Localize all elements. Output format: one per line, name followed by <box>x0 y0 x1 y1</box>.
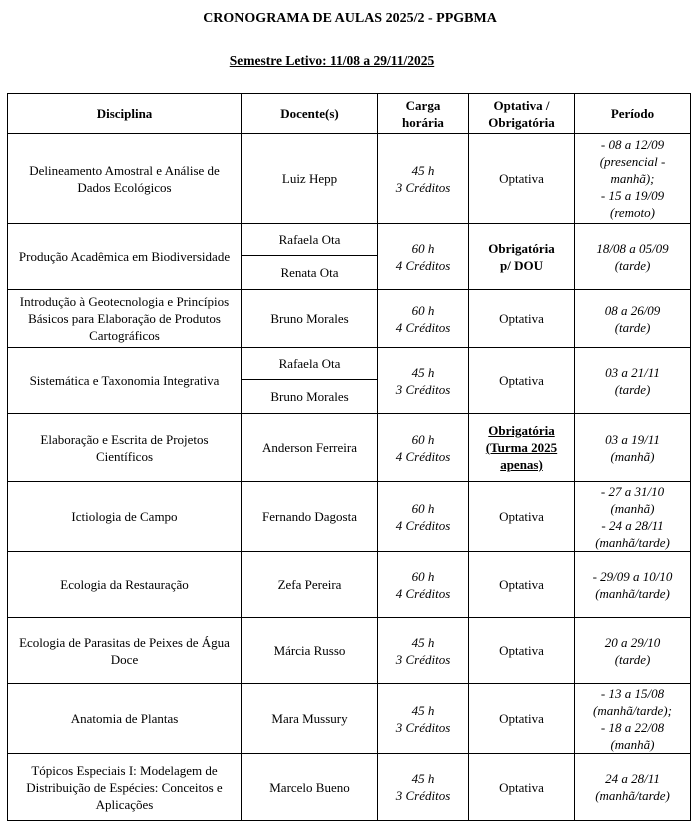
cell-line: - 18 a 22/08 <box>600 719 665 735</box>
cell-line: Optativa <box>499 171 544 186</box>
table-row <box>8 134 691 224</box>
cell-line: 45 h <box>411 771 435 786</box>
cell-line: 60 h <box>411 431 435 447</box>
cell-line: (Turma 2025 <box>485 440 558 455</box>
cell-line: 3 Créditos <box>395 788 451 803</box>
cell-line: (remoto) <box>609 205 655 220</box>
cell-line: Optativa <box>499 577 544 592</box>
document-title: CRONOGRAMA DE AULAS 2025/2 - PPGBMA <box>203 11 497 26</box>
table-row <box>8 754 691 821</box>
periodo-cell <box>575 482 691 552</box>
tipo-cell <box>469 754 575 821</box>
periodo-cell <box>575 348 691 414</box>
tipo-cell <box>469 224 575 290</box>
cell-line: (manhã) <box>610 500 655 516</box>
periodo-cell <box>575 414 691 482</box>
cell-line: 4 Créditos <box>395 319 451 335</box>
cell-line: (tarde) <box>614 381 651 397</box>
docente-cell: Rafaela Ota <box>242 224 378 256</box>
carga-cell <box>378 414 469 482</box>
carga-cell <box>378 482 469 552</box>
cell-line: Optativa <box>499 509 544 524</box>
header-tipo: Optativa / Obrigatória <box>469 94 575 134</box>
schedule-table <box>7 93 691 821</box>
disciplina-cell: Introdução à Geotecnologia e Princípios Básicos para Elaboração de Produtos Cartográficos <box>8 290 242 348</box>
carga-cell <box>378 348 469 414</box>
cell-line: (tarde) <box>614 257 651 273</box>
periodo-cell <box>575 290 691 348</box>
cell-line: 03 a 19/11 <box>605 431 660 447</box>
tipo-cell <box>469 618 575 684</box>
disciplina-cell: Ecologia da Restauração <box>8 552 242 618</box>
tipo-cell <box>469 684 575 754</box>
cell-line: (manhã/tarde) <box>595 534 670 550</box>
cell-line: 60 h <box>411 302 435 318</box>
table-header-row <box>8 94 691 134</box>
cell-line: (manhã) <box>610 448 655 464</box>
header-carga-horaria: Carga horária <box>378 94 469 134</box>
docente-cell: Bruno Morales <box>242 290 378 348</box>
cell-line: 60 h <box>411 500 435 516</box>
cell-line: 3 Créditos <box>395 651 451 667</box>
cell-line: - 13 a 15/08 <box>600 685 665 701</box>
cell-line: (manhã/tarde) <box>595 788 670 803</box>
cell-line: - 15 a 19/09 <box>600 188 665 203</box>
cell-line: 45 h <box>411 702 435 718</box>
header-periodo: Período <box>575 94 691 134</box>
cell-line: 3 Créditos <box>395 179 451 195</box>
cell-line: 3 Créditos <box>395 719 451 735</box>
cell-line: manhã); <box>610 171 655 186</box>
disciplina-cell: Delineamento Amostral e Análise de Dados Ecológicos <box>8 134 242 224</box>
header-docentes: Docente(s) <box>242 94 378 134</box>
periodo-cell <box>575 618 691 684</box>
tipo-cell <box>469 134 575 224</box>
disciplina-cell: Ecologia de Parasitas de Peixes de Água Doce <box>8 618 242 684</box>
table-row <box>8 290 691 348</box>
docente-cell: Márcia Russo <box>242 618 378 684</box>
disciplina-cell: Anatomia de Plantas <box>8 684 242 754</box>
periodo-cell <box>575 224 691 290</box>
table-row <box>8 224 691 256</box>
header-disciplina: Disciplina <box>8 94 242 134</box>
docente-cell: Fernando Dagosta <box>242 482 378 552</box>
cell-line: Optativa <box>499 311 544 326</box>
docente-cell: Marcelo Bueno <box>242 754 378 821</box>
disciplina-cell: Ictiologia de Campo <box>8 482 242 552</box>
periodo-cell <box>575 754 691 821</box>
cell-line: Optativa <box>499 643 544 658</box>
disciplina-cell: Produção Acadêmica em Biodiversidade <box>8 224 242 290</box>
cell-line: 60 h <box>411 240 435 256</box>
cell-line: 18/08 a 05/09 <box>596 240 669 256</box>
cell-line: 4 Créditos <box>395 585 451 601</box>
docente-cell: Renata Ota <box>242 256 378 290</box>
cell-line: Optativa <box>499 711 544 726</box>
cell-line: (manhã/tarde); <box>593 702 672 718</box>
docente-cell: Anderson Ferreira <box>242 414 378 482</box>
cell-line: - 27 a 31/10 <box>600 483 665 499</box>
tipo-cell <box>469 482 575 552</box>
semester-subtitle: Semestre Letivo: 11/08 a 29/11/2025 <box>229 53 435 68</box>
docente-cell: Mara Mussury <box>242 684 378 754</box>
cell-line: 24 a 28/11 <box>605 771 660 786</box>
carga-cell <box>378 618 469 684</box>
cell-line: - 24 a 28/11 <box>601 517 664 533</box>
cell-line: 4 Créditos <box>395 257 451 273</box>
carga-cell <box>378 754 469 821</box>
carga-cell <box>378 134 469 224</box>
docente-cell: Zefa Pereira <box>242 552 378 618</box>
cell-line: 20 a 29/10 <box>604 634 661 650</box>
docente-cell: Bruno Morales <box>242 380 378 414</box>
carga-cell <box>378 552 469 618</box>
cell-line: Obrigatória <box>488 240 555 256</box>
carga-cell <box>378 224 469 290</box>
cell-line: p/ DOU <box>500 257 543 273</box>
cell-line: Obrigatória <box>488 423 555 438</box>
table-row <box>8 348 691 380</box>
cell-line: (manhã/tarde) <box>595 585 670 601</box>
disciplina-cell: Elaboração e Escrita de Projetos Científicos <box>8 414 242 482</box>
table-row <box>8 684 691 754</box>
table-row <box>8 482 691 552</box>
table-row <box>8 414 691 482</box>
cell-line: 08 a 26/09 <box>604 302 661 318</box>
tipo-cell <box>469 290 575 348</box>
periodo-cell <box>575 684 691 754</box>
table-row <box>8 552 691 618</box>
tipo-cell <box>469 414 575 482</box>
cell-line: - 08 a 12/09 <box>600 137 665 152</box>
docente-cell: Luiz Hepp <box>242 134 378 224</box>
cell-line: 03 a 21/11 <box>605 364 660 380</box>
cell-line: (manhã) <box>610 736 655 752</box>
table-body <box>8 134 691 821</box>
disciplina-cell: Sistemática e Taxonomia Integrativa <box>8 348 242 414</box>
cell-line: 45 h <box>411 162 435 178</box>
periodo-cell <box>575 552 691 618</box>
cell-line: 4 Créditos <box>395 448 451 464</box>
cell-line: - 29/09 a 10/10 <box>592 568 673 584</box>
cell-line: (tarde) <box>614 319 651 335</box>
cell-line: Optativa <box>499 373 544 388</box>
tipo-cell <box>469 552 575 618</box>
cell-line: 45 h <box>411 364 435 380</box>
cell-line: (tarde) <box>614 651 651 667</box>
cell-line: apenas) <box>500 457 543 472</box>
cell-line: 60 h <box>411 568 435 584</box>
cell-line: 4 Créditos <box>395 517 451 533</box>
table-row <box>8 618 691 684</box>
cell-line: 3 Créditos <box>395 381 451 397</box>
cell-line: (presencial - <box>599 154 666 169</box>
periodo-cell <box>575 134 691 224</box>
carga-cell <box>378 684 469 754</box>
disciplina-cell: Tópicos Especiais I: Modelagem de Distribuição de Espécies: Conceitos e Aplicações <box>8 754 242 821</box>
tipo-cell <box>469 348 575 414</box>
carga-cell <box>378 290 469 348</box>
cell-line: Optativa <box>499 779 544 795</box>
cell-line: 45 h <box>411 634 435 650</box>
docente-cell: Rafaela Ota <box>242 348 378 380</box>
